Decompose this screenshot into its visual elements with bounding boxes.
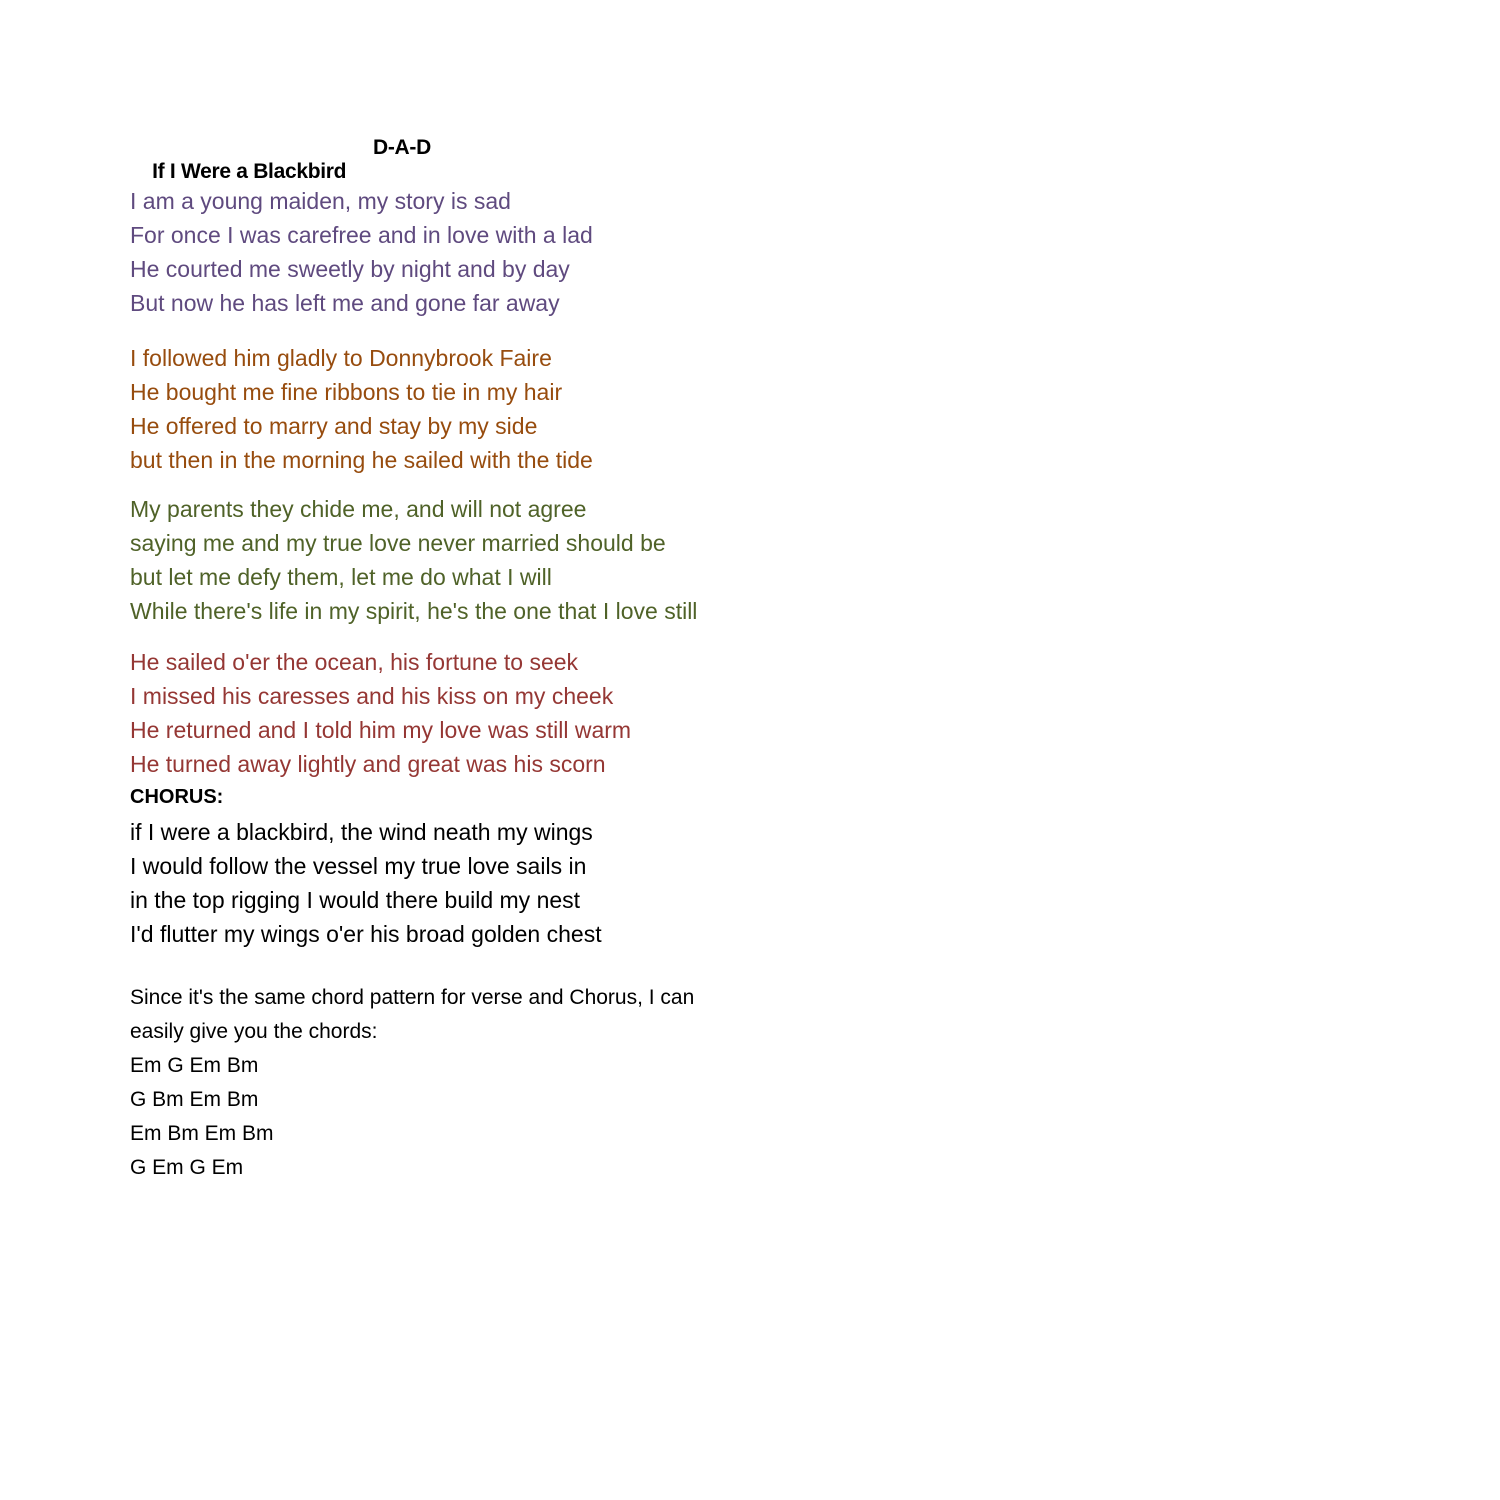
chord-line: Em Bm Em Bm bbox=[130, 1122, 274, 1145]
chorus-line: I'd flutter my wings o'er his broad golden chest bbox=[130, 921, 602, 947]
verse-2 bbox=[130, 341, 593, 477]
verse-line: saying me and my true love never married should be bbox=[130, 530, 666, 556]
verse-line: He courted me sweetly by night and by day bbox=[130, 256, 570, 282]
verse-line: But now he has left me and gone far away bbox=[130, 290, 560, 316]
verse-3 bbox=[130, 492, 697, 628]
verse-line: but let me defy them, let me do what I will bbox=[130, 564, 552, 590]
chord-notes bbox=[130, 981, 694, 1185]
verse-4 bbox=[130, 645, 631, 781]
verse-line: I missed his caresses and his kiss on my cheek bbox=[130, 683, 614, 709]
chorus bbox=[130, 815, 602, 951]
chorus-heading: CHORUS: bbox=[130, 786, 224, 808]
verse-line: He turned away lightly and great was his scorn bbox=[130, 751, 606, 777]
verse-line: My parents they chide me, and will not agree bbox=[130, 496, 587, 522]
verse-line: For once I was carefree and in love with a lad bbox=[130, 222, 593, 248]
verse-line: I followed him gladly to Donnybrook Faire bbox=[130, 345, 552, 371]
verse-line: I am a young maiden, my story is sad bbox=[130, 188, 511, 214]
notes-line: easily give you the chords: bbox=[130, 1020, 378, 1043]
verse-line: He sailed o'er the ocean, his fortune to seek bbox=[130, 649, 579, 675]
chorus-line: in the top rigging I would there build my nest bbox=[130, 887, 581, 913]
verse-line: but then in the morning he sailed with the tide bbox=[130, 447, 593, 473]
chord-line: Em G Em Bm bbox=[130, 1054, 259, 1077]
verse-1 bbox=[130, 184, 593, 320]
verse-line: He offered to marry and stay by my side bbox=[130, 413, 538, 439]
chorus-line: if I were a blackbird, the wind neath my wings bbox=[130, 819, 593, 845]
notes-line: Since it's the same chord pattern for verse and Chorus, I can bbox=[130, 986, 695, 1009]
song-title: If I Were a Blackbird bbox=[152, 160, 347, 183]
verse-line: While there's life in my spirit, he's the one that I love still bbox=[130, 598, 698, 624]
verse-line: He bought me fine ribbons to tie in my hair bbox=[130, 379, 563, 405]
song-tuning: D-A-D bbox=[373, 136, 431, 159]
chorus-line: I would follow the vessel my true love sails in bbox=[130, 853, 587, 879]
chord-line: G Bm Em Bm bbox=[130, 1088, 259, 1111]
verse-line: He returned and I told him my love was still warm bbox=[130, 717, 632, 743]
chord-line: G Em G Em bbox=[130, 1156, 244, 1179]
